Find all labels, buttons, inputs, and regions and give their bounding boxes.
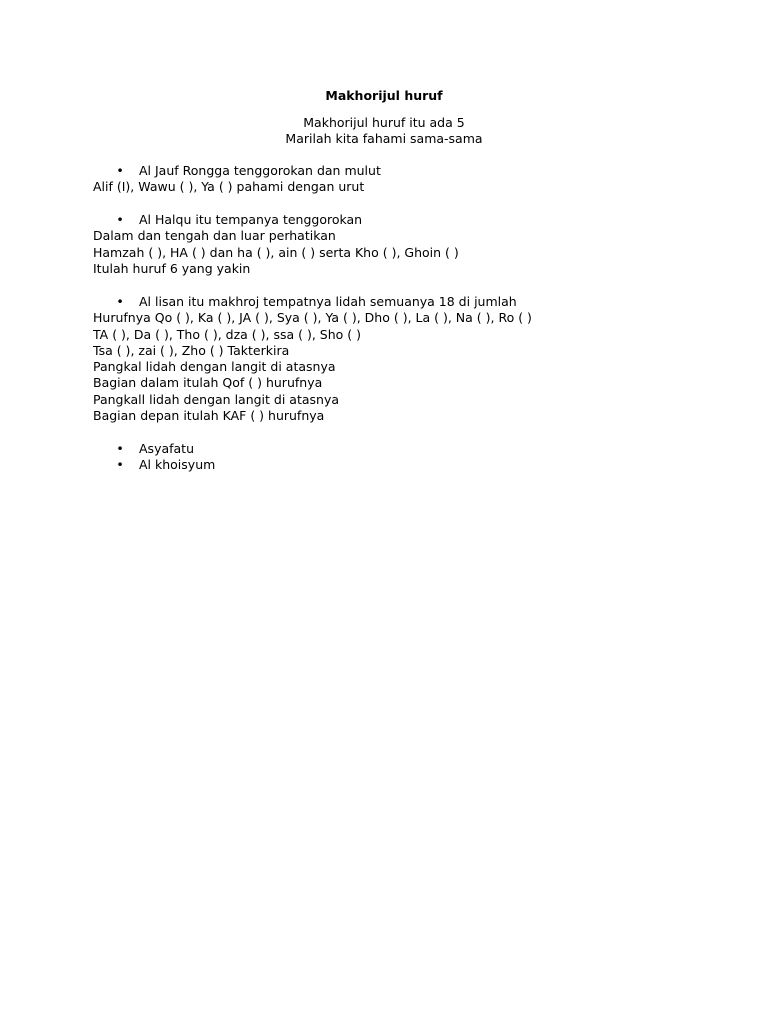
bullet-text: Al Halqu itu tempanya tenggorokan bbox=[139, 212, 363, 227]
bullet-text: Al Jauf Rongga tenggorokan dan mulut bbox=[139, 163, 381, 178]
bullet-item bbox=[93, 294, 613, 310]
body-line: Bagian depan itulah KAF ( ) hurufnya bbox=[93, 408, 325, 424]
bullet-item bbox=[93, 457, 613, 473]
body-line: Tsa ( ), zai ( ), Zho ( ) Takterkira bbox=[93, 342, 290, 358]
bullet-text: Al lisan itu makhroj tempatnya lidah semuanya 18 di jumlah bbox=[139, 294, 517, 309]
body-line: Pangkall lidah dengan langit di atasnya bbox=[93, 391, 339, 407]
body-line: Hurufnya Qo ( ), Ka ( ), JA ( ), Sya ( ), Ya ( ), Dho ( ), La ( ), Na ( ), Ro ( ) bbox=[93, 310, 532, 326]
bullet-icon: • bbox=[116, 441, 124, 456]
bullet-text: Asyafatu bbox=[139, 441, 195, 456]
bullet-icon: • bbox=[116, 163, 124, 178]
intro-block bbox=[0, 115, 768, 148]
body-line: Bagian dalam itulah Qof ( ) hurufnya bbox=[93, 375, 323, 391]
body-line: TA ( ), Da ( ), Tho ( ), dza ( ), ssa ( ), Sho ( ) bbox=[93, 326, 361, 342]
intro-line: Makhorijul huruf itu ada 5 bbox=[303, 115, 465, 130]
bullet-item bbox=[93, 441, 613, 457]
section-al-jauf bbox=[93, 163, 613, 196]
section-al-lisan bbox=[93, 294, 613, 424]
body-line: Alif (I), Wawu ( ), Ya ( ) pahami dengan urut bbox=[93, 179, 365, 195]
body-line: Pangkal lidah dengan langit di atasnya bbox=[93, 359, 336, 375]
document-title: Makhorijul huruf bbox=[325, 88, 443, 103]
bullet-icon: • bbox=[116, 457, 124, 473]
body-line: Itulah huruf 6 yang yakin bbox=[93, 260, 251, 276]
section-asyafatu-khoisyum bbox=[93, 441, 613, 474]
bullet-text: Al khoisyum bbox=[139, 457, 216, 473]
body-line: Dalam dan tengah dan luar perhatikan bbox=[93, 228, 336, 244]
bullet-item bbox=[93, 163, 613, 179]
section-al-halqu bbox=[93, 212, 613, 277]
body-line: Hamzah ( ), HA ( ) dan ha ( ), ain ( ) serta Kho ( ), Ghoin ( ) bbox=[93, 244, 459, 260]
bullet-icon: • bbox=[116, 294, 124, 309]
bullet-item bbox=[93, 212, 613, 228]
bullet-icon: • bbox=[116, 212, 124, 227]
intro-line: Marilah kita fahami sama-sama bbox=[285, 131, 483, 147]
